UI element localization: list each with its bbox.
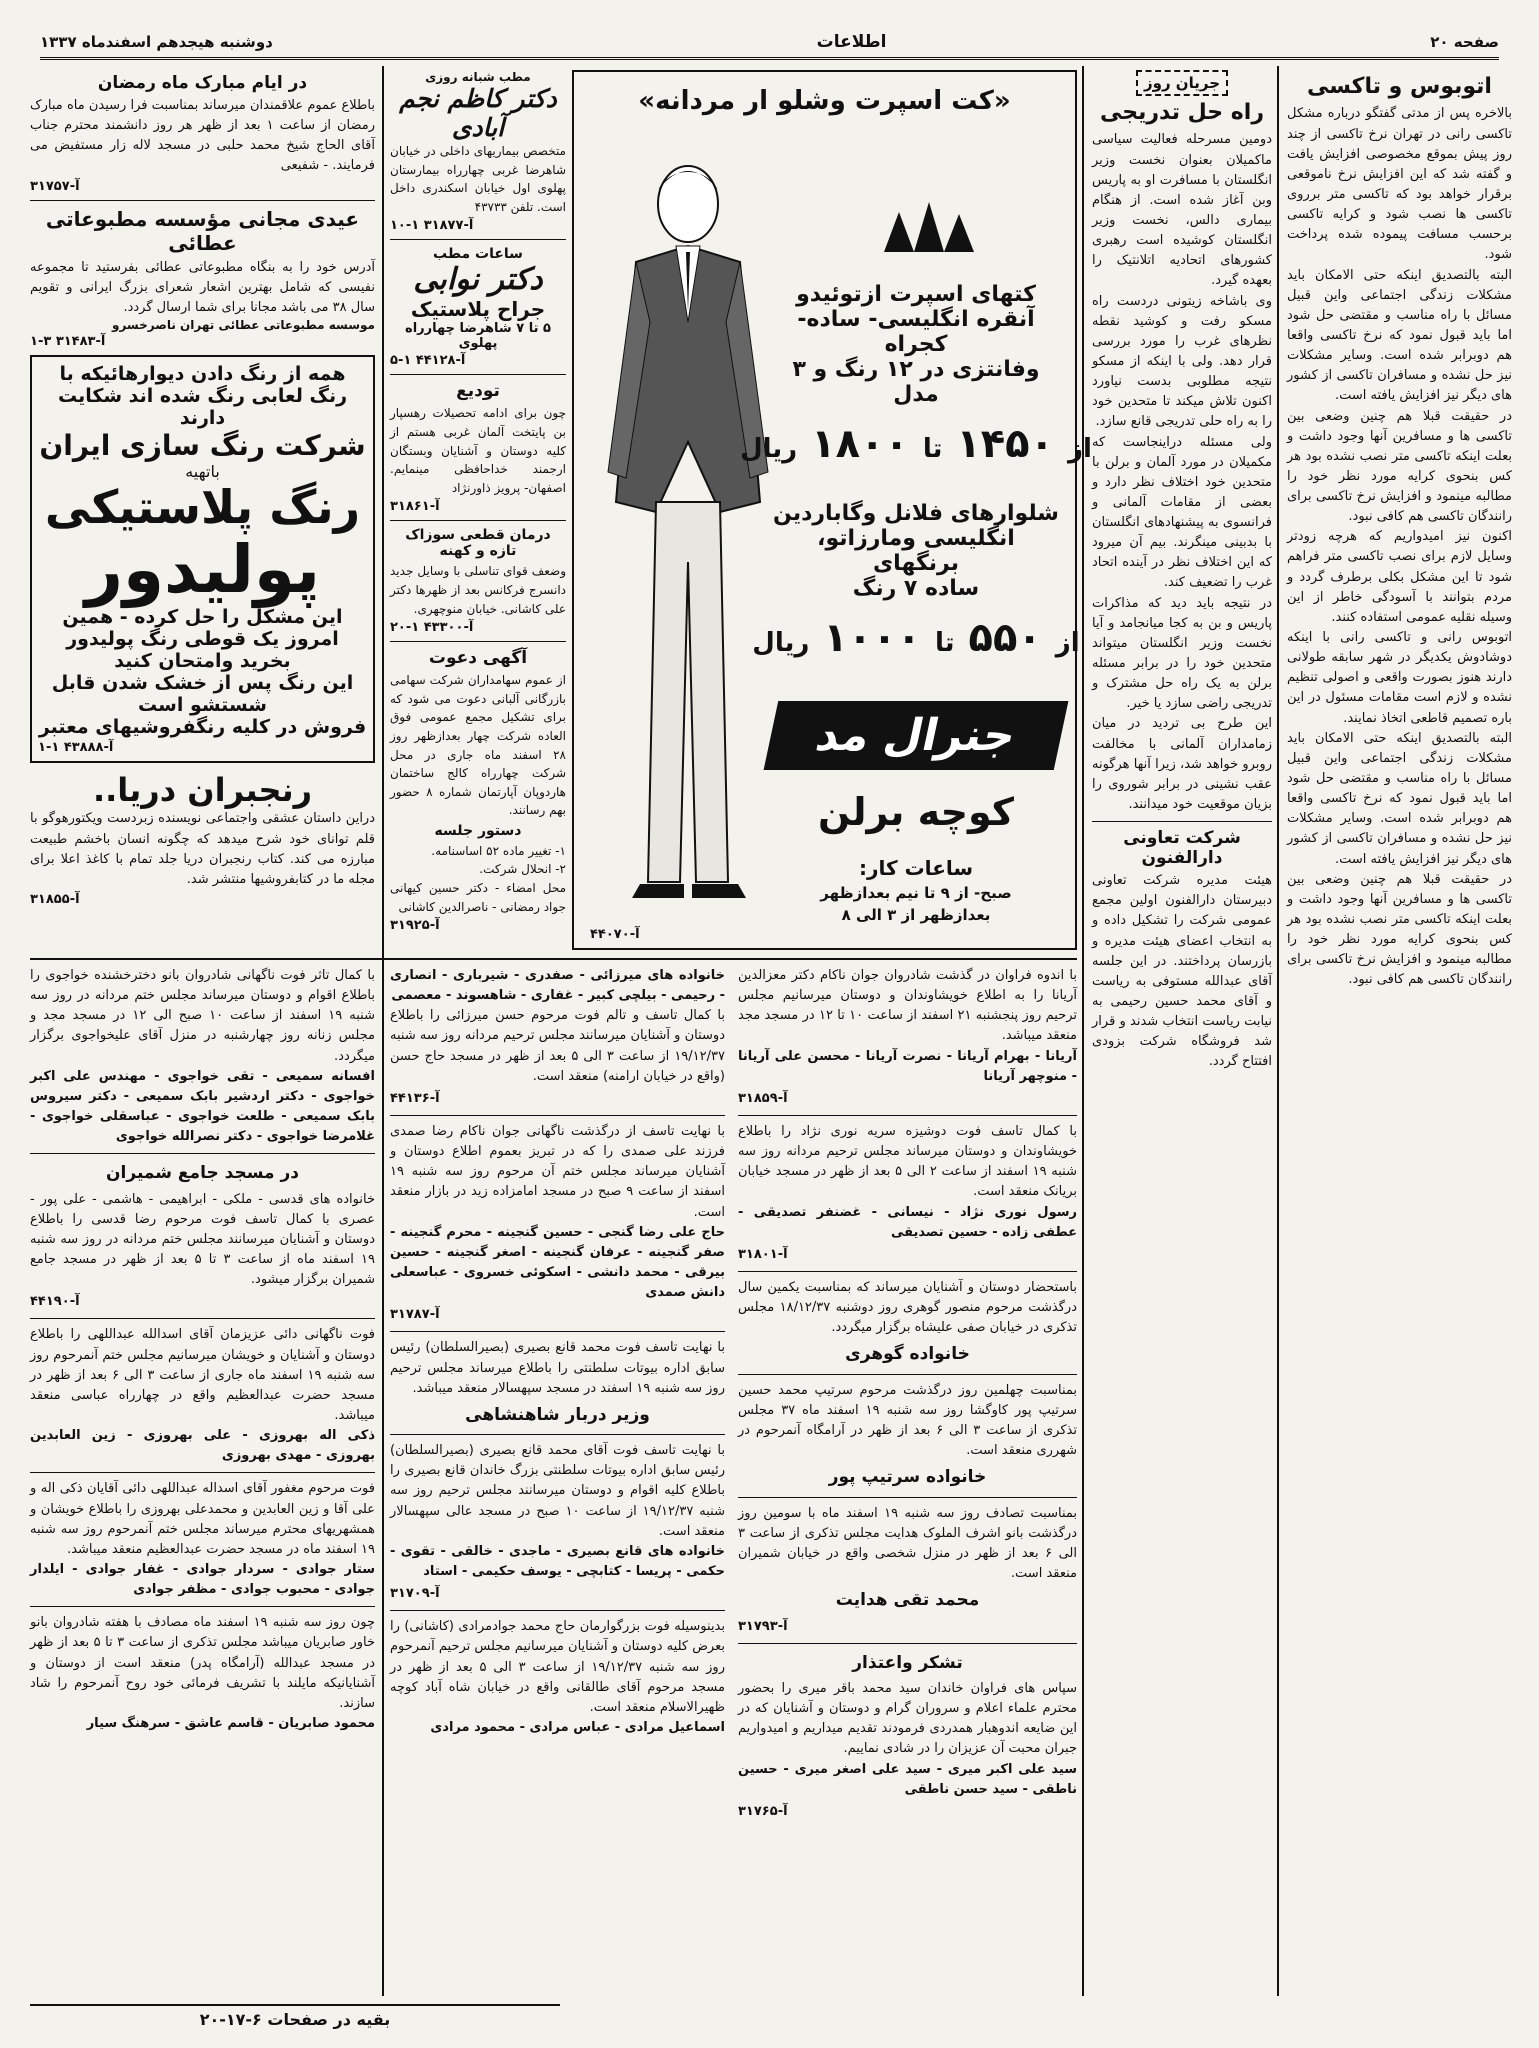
paint-prod: باتهیه (185, 461, 220, 481)
price-high: ۱۸۰۰ (811, 421, 909, 467)
ad-line: شلوارهای فلانل وگاباردین (773, 501, 1059, 526)
price-low: ۱۴۵۰ (956, 421, 1054, 467)
suit-advertisement (572, 70, 1092, 950)
agenda-title: دستور جلسه (434, 822, 522, 839)
article-text: این طرح بی تردید در میان زمامداران آلمانی با مخالفت روبرو خواهد شد، زیرا آنها هرگونه عقب نشینی در برابر شوروی را بزیان موقعیت خود میدانند. (1092, 716, 1272, 813)
obituary: با کمال تاثر فوت ناگهانی شادروان بانو دخترخشنده خواجوی را باطلاع اقوام و دوستان میرساند مجلس ختم مردانه در روز سه شنبه ۱۹ اسفند از ساعت ۱۰ صبح الی ۱۲ در مسجد مجد و مجلس زنانه روز چهارشنبه در منزل آقای علیخواجوی برگزار میگردد. افسانه سمیعی - تقی خواجوی - مهندس علی اکبر خواجوی - دکتر اردشیر بابک سمیعی - دکتر سیروس بابک سمیعی - طلعت خواجوی - عباسقلی خواجوی - غلامرضا خواجوی - دکتر نصرالله خواجوی (30, 968, 375, 1145)
ad-code: آ-۳۱۸۵۵ (30, 892, 80, 908)
thanks-notice: تشکر واعتذار سپاس های فراوان خاندان سید محمد باقر میری را بحضور محترم علماء اعلام و سروران گرام و دوستان و آشنایان که در این ضایعه اندوهبار همدردی فرمودند تقدیم میداریم و امیدواریم جبران محبت آن عزیزان را در شادی نماییم. سید علی اکبر میری - سید علی اصغر میری - حسین ناطقی - سید حسن ناطقی آ-۳۱۷۶۵ (738, 1652, 1077, 1819)
surgeon-address: ۵ تا ۷ شاهرضا چهارراه پهلوی (405, 321, 551, 352)
bus-taxi-text: بالاخره پس از مدتی گفتگو درباره مشکل تاکسی رانی در تهران نرخ تاکسی از چند روز پیش بموقع مخصوصی افزایش یافت و گفته شد که این افزایش نرخ ناموقعی برقرار خواهد بود که تاکسی متر برروی تاکسی ها نصب شود و کرایه تاکسی برحسب مسافت پیموده شده پرداخت شود. (1287, 106, 1512, 263)
trouser-price (752, 615, 1080, 661)
surgeon-label: ساعات مطب (433, 246, 523, 263)
paint-line: این رنگ پس از خشک شدن قابل (51, 672, 354, 695)
obituary: با نهایت تاسف فوت آقای محمد قانع بصیری (بصیرالسلطان) رئیس سابق اداره بیوتات سلطنتی بزرگ خاندان قانع بصیری را باطلاع کلیه اقوام و دوستان میرسانند مجلس ترحیم روز سه شنبه ۱۹/۱۲/۳۷ از ساعت ۱۰ صبح در مسجد عالی سپهسالار منعقد است. خانواده های قانع بصیری - ماجدی - خالقی - تقوی - حکمی - پریسا - کتابچی - یوسف حکیمی - استاد آ-۳۱۷۰۹ (390, 1443, 725, 1602)
gradual-solution-column (1092, 70, 1272, 1990)
paint-line: همه از رنگ دادن دیوارهائیکه با (59, 362, 346, 385)
book-title: رنجبران دریا.. (92, 771, 313, 810)
ad-code: آ-۴۳۸۸۸ ۱-۱ (38, 740, 114, 756)
page-header (40, 26, 1499, 60)
price-currency: ریال (752, 628, 810, 658)
ad-code: آ-۴۴۰۷۰ (590, 927, 640, 942)
paint-line: فروش در کلیه رنگفروشیهای معتبر (38, 716, 367, 739)
obituaries-column-c (738, 966, 1077, 1996)
ramadan-title: در ایام مبارک ماه رمضان (97, 73, 308, 93)
coop-title: شرکت تعاونی دارالفنون (1123, 828, 1241, 869)
obituaries-column-b (390, 966, 725, 1996)
coop-text: هیئت مدیره شرکت تعاونی دبیرستان دارالفنون اولین مجمع عمومی شرکت را تشکیل داده و به انتخاب اعضای هیئت مدیره و بازرسان پرداختند. در این جلسه آقای عبدالله مستوفی به ریاست و آقای محمد حسین رحیمی به نیابت ریاست انتخاب شدند و قرار شد فروشگاه شرکت بزودی افتتاح گردد. (1092, 873, 1272, 1070)
treatment-title: درمان قطعی سوزاک تازه و کهنه (405, 527, 551, 560)
daily-box-label: جریان روز (1136, 70, 1228, 96)
ramadan-text: باطلاع عموم علاقمندان میرساند بمناسبت فرا رسیدن ماه مبارک رمضان از ساعت ۱ بعد از ظهر هر روز دانشمند محترم جناب آقای الحاج شیخ محمد حلبی در مسجد لاله زار مستفیض می فرمایند. - شفیعی (30, 98, 375, 174)
clinic-text: متخصص بیماریهای داخلی در خیابان شاهرضا غربی چهارراه بیمارستان پهلوی اول خیابان اسکندری داخل است. تلفن ۴۳۷۳۳ (390, 144, 566, 214)
article-text: در نتیجه باید دید که مذاکرات پاریس و بن به کجا میانجامد و آیا نخست وزیر انگلستان میتواند متحدین خود را در برابر مسئله برلن به یک راه حل مشترک و تدریجی راضی سازد یا خیر. (1092, 595, 1272, 712)
bus-taxi-text: اتوبوس رانی و تاکسی رانی با اینکه دوشادوش یکدیگر در شهر سابقه طولانی دارند هنوز بصورت واقعی و اصولی تنظیم نشده و لازم است مقامات مسئول در این باره تصمیم قاطعی اتخاذ نمایند. (1287, 630, 1512, 726)
invite-title: آگهی دعوت (428, 648, 528, 669)
doctor-name: دکتر کاظم نجم آبادی (399, 84, 557, 142)
article-text: دومین مسرحله فعالیت سیاسی ماکمیلان بعنوان نخست وزیر انگلستان با مسافرت او به پاریس وبن آغاز شده است. از هنگام بیماری دالس، نخست وزیر انگلستان کوشیده است رهبری کشورهای اتحادیه اتلانتیک را بعهده گیرد. (1092, 132, 1272, 289)
agenda-item: ۲- انحلال شرکت. (479, 862, 566, 877)
bus-taxi-title: اتوبوس و تاکسی (1307, 74, 1492, 99)
ad-code: آ-۳۱۹۲۵ (390, 918, 440, 934)
man-in-suit-illustration (588, 142, 788, 922)
left-ads-column (30, 70, 375, 990)
ad-code: آ-۳۱۸۷۷ ۱-۱۰ (390, 218, 474, 234)
small-ads-column (390, 70, 566, 950)
paint-line: دارند (179, 406, 226, 429)
obituary: با نهایت تاسف فوت محمد قانع بصیری (بصیرالسلطان) رئیس سابق اداره بیوتات سلطنتی را باطلاع میرساند مجلس ترحیم روز سه شنبه ۱۹ اسفند در مسجد سپهسالار منعقد میباشد. وزیر دربار شاهنشاهی (390, 1340, 725, 1425)
agenda-item: ۱- تغییر ماده ۵۲ اساسنامه. (431, 843, 566, 858)
clinic-label: مطب شبانه روزی (425, 70, 531, 84)
obituary: فوت مرحوم مغفور آقای اسداله عبداللهی دائی آقایان ذکی اله و علی آقا و زین العابدین و محمدعلی بهروزی را باطلاع خویشان و همشهریهای محترم میرساند مجلس ختم آنمرحوم روز سه شنبه ۱۹ اسفند ماه در مسجد حضرت عبدالعظیم منعقد میباشد. ستار جوادی - سردار جوادی - غفار جوادی - ایلدار جوادی - محبوب جوادی - مظفر جوادی (30, 1481, 375, 1598)
ad-line: انگلیسی ومارزاتو، برنگهای (817, 526, 1015, 576)
brand-logo: جنرال مد (764, 701, 1069, 770)
paint-advertisement (30, 355, 375, 763)
price-from: از (1055, 628, 1080, 658)
section-rule (30, 958, 1077, 960)
price-low: ۵۵۰ (968, 615, 1042, 661)
price-from: از (1068, 434, 1092, 464)
treatment-text: وضعف قوای تناسلی با وسایل جدید دانسرج فرکانس بعد از ظهرها دکتر علی کاشانی. خیابان منوچهری. (390, 564, 566, 616)
column-rule (1277, 66, 1279, 1996)
ad-code: آ-۴۳۳۰۰ ۱-۲۰ (390, 620, 474, 636)
jacket-price (740, 421, 1092, 467)
page-number: صفحه ۲۰ (1430, 32, 1499, 51)
obituaries-column-a (30, 966, 375, 1996)
ad-code: آ-۴۴۱۲۸ ۱-۵ (390, 353, 466, 369)
gift-address: موسسه مطبوعاتی عطائی تهران ناصرخسرو (112, 317, 375, 332)
obituary: بمناسبت تصادف روز سه شنبه ۱۹ اسفند ماه با سومین روز درگذشت بانو اشرف الملوک هدایت مجلس تذکری از ساعت ۳ الی ۶ بعد از ظهر در منزل شخصی واقع در خیابان شمیران منعقد است. محمد تقی هدایت آ-۳۱۷۹۳ (738, 1505, 1078, 1634)
obituary: بمناسبت چهلمین روز درگذشت مرحوم سرتیپ محمد حسین سرتیپ پور کاوگشا روز سه شنبه ۱۹ اسفند ماه ۳۷ مجلس تذکری از ساعت ۳ الی ۶ بعد از ظهر در آرامگاه آنمرحوم در شهرری منعقد است. خانواده سرتیپ پور (738, 1382, 1077, 1488)
store-street: کوچه برلن (818, 790, 1014, 834)
ad-code: آ-۳۱۸۶۱ (390, 499, 440, 515)
suit-ad-copy (740, 282, 1092, 927)
article-text: وی باشاخه زیتونی دردست راه مسکو رفت و کوشید نقطه نظرهای غرب را مورد بررسی قرار دهد. ولی با اینکه از مسکو نتیجه مطلوبی بدست نیاورد اکنون تلاش میکند تا متحدین خود را به راه حلی تدریجی قانع سازد. (1092, 293, 1272, 430)
surgeon-name: دکتر نوابی (413, 262, 543, 298)
obituary: چون روز سه شنبه ۱۹ اسفند ماه مصادف با هفته شادروان بانو خاور صابریان میباشد مجلس تذکری از ساعت ۳ تا ۵ بعد از ظهر در مسجد عبدالله (آرامگاه پدر) منعقد است از دوستان و آشنایانیکه مایلند با تشریف فرمائی خود روح آنمرحوم را شاد سازند. محمود صابریان - قاسم عاشق - سرهنگ سیار (30, 1615, 376, 1731)
bus-taxi-column (1287, 70, 1512, 1990)
bus-taxi-text: اکنون نیز امیدواریم که هرچه زودتر وسایل لازم برای نصب تاکسی متر فراهم شود تا این مشکل بکلی برطرف گردد و مردم بتوانند با آسودگی خاطر از این وسیله نقلیه عمومی استفاده کنند. (1287, 529, 1512, 625)
opening-hours (771, 854, 1061, 927)
price-to: تا (935, 628, 955, 658)
ad-line: وفانتزی در ۱۲ رنگ و ۳ مدل (792, 357, 1040, 407)
hours-line: صبح- از ۹ تا نیم بعدازظهر (820, 884, 1012, 902)
price-to: تا (922, 434, 943, 464)
paint-line: شستشو است (138, 694, 267, 717)
obituary: باستحضار دوستان و آشنایان میرساند که بمناسبت یکمین سال درگذشت مرحوم منصور گوهری روز دوشنبه ۱۸/۱۲/۳۷ مجلس تذکری در خیابان صفی علیشاه برگزار میگردد. خانواده گوهری (738, 1279, 1077, 1365)
column-rule (1082, 66, 1084, 1996)
ad-line: کتهای اسپرت ازتوئیدو (796, 282, 1036, 307)
ad-code: آ-۳۱۷۵۷ (30, 178, 80, 194)
continued-note: بقیه در صفحات ۶-۱۷-۲۰ (30, 2004, 560, 2029)
price-currency: ریال (740, 434, 798, 464)
ad-code: آ-۳۱۴۸۳ ۳-۱ (30, 333, 106, 349)
newspaper-name: اطلاعات (816, 31, 887, 52)
obituary: با نهایت تاسف از درگذشت ناگهانی جوان ناکام رضا صمدی فرزند علی صمدی را که در تبریز بعموم اطلاع دوستان و آشنایان میرساند مجلس ختم آن مرحوم روز سه شنبه ۱۹ اسفند از ساعت ۹ صبح در مسجد امامزاده زید در بازار منعقد است. حاج علی رضا گنجی - حسین گنجینه - محرم گنجینه - صفر گنجینه - عرفان گنجینه - اصغر گنجینه - حسین بیرقی - محمد دانشی - اسکوئی خسروی - عباسعلی دانش صمدی آ-۳۱۷۸۷ (390, 1123, 725, 1323)
issue-date: دوشنبه هیجدهم اسفندماه ۱۳۳۷ (40, 32, 273, 51)
bus-taxi-text: در حقیقت قبلا هم چنین وضعی بین تاکسی ها و مسافرین آنها وجود داشت و بعلت اینکه تاکسی متر نصب نشده بود هر کس بنحوی کرایه مورد نظر خود را مطالبه مینمود و افزایش نرخ تاکسی برای رانندگان تاکسی هم کافی نبود. (1287, 408, 1512, 525)
paint-line: امروز یک قوطی رنگ پولیدور (66, 628, 339, 651)
gift-title: عیدی مجانی مؤسسه مطبوعاتی عطائی (45, 206, 360, 255)
article-text: ولی مسئله دراینجاست که مکمیلان در مورد آلمان و برلن با متحدین خود اختلاف نظر دارد و بعضی از مقامات آلمانی و فرانسوی به پیشنهادهای انگلستان با بدبینی مینگرند. بیم آن میرود که این اختلاف نظر در آینده اتحاد غرب را تضعیف کند. (1092, 434, 1272, 591)
hours-line: بعدازظهر از ۳ الی ۸ (841, 905, 991, 924)
paint-line: این مشکل را حل کرده - همین (62, 606, 343, 629)
agenda-signature: محل امضاء - دکتر حسین کیهانی جواد رمضانی - ناصرالدین کاشانی (390, 881, 566, 914)
obituary: خانواده های میرزائی - صفدری - شیرباری - انصاری - رحیمی - بیلچی کبیر - غفاری - شاهسوند - معصمی با کمال تاسف و تالم فوت مرحوم حسن میرزائی را باطلاع دوستان و آشنایان میرسانند مجلس ترحیم مردانه روز سه شنبه ۱۹/۱۲/۳۷ از ساعت ۳ الی ۵ بعد از ظهر در مسجد حاج حسن (واقع در خیابان ارامنه) منعقد است. آ-۴۴۱۳۶ (390, 968, 725, 1106)
surgeon-title: جراح پلاستیک (410, 297, 546, 322)
obituary: با کمال تاسف فوت دوشیزه سریه نوری نژاد را باطلاع خویشاوندان و دوستان میرساند مجلس ترحیم مردانه روز سه شنبه ۱۹ اسفند از ساعت ۲ الی ۵ بعد از ظهر در مسجد خیابان بریانک منعقد است. رسول نوری نژاد - نیسانی - غضنفر تصدیقی - عطفی زاده - حسین تصدیقی آ-۳۱۸۰۱ (738, 1123, 1077, 1262)
obituary: فوت ناگهانی دائی عزیزمان آقای اسدالله عبداللهی را باطلاع دوستان و آشنایان و خویشان میرسانیم مجلس ختم آنمرحوم روز سه شنبه ۱۹ اسفند ماه جاری از ساعت ۳ الی ۶ بعد از ظهر در مسجد حضرت عبدالعظیم واقع در چهارراه عباسی منعقد میباشد. ذکی اله بهروزی - علی بهروزی - زین العابدین بهروزی - مهدی بهروزی (30, 1327, 375, 1464)
ad-line: آنقره انگلیسی- ساده- کجراه (797, 307, 1035, 357)
fabric-icons (874, 192, 974, 262)
invite-text: از عموم سهامداران شرکت سهامی بازرگانی آلبانی دعوت می شود که برای تشکیل مجمع عمومی فوق العاده شرکت چهار بعدازظهر روز ۲۸ اسفند ماه جاری در محل شرکت چهارراه کالج ساختمان هاردوپان آپارتمان شماره ۸ حضور بهم رسانند. (390, 673, 566, 818)
bus-taxi-text: در حقیقت قبلا هم چنین وضعی بین تاکسی ها و مسافرین آنها وجود داشت و بعلت اینکه تاکسی متر نصب نشده بود هر کس بنحوی کرایه مورد نظر خود را مطالبه مینمود و افزایش نرخ تاکسی برای رانندگان تاکسی هم کافی نبود. (1287, 871, 1512, 988)
suit-ad-headline: «کت اسپرت وشلو ار مردانه» (638, 86, 1011, 116)
paint-line: بخرید وامتحان کنید (114, 650, 291, 673)
obituary: بدینوسیله فوت بزرگوارمان حاج محمد جوادمرادی (کاشانی) را بعرض کلیه دوستان و آشنایان میرسانیم مجلس ترحیم آنمرحوم روز سه شنبه ۱۹/۱۲/۳۷ از ساعت ۳ الی ۵ بعد از ظهر در مسجد مرحوم آقای طالقانی واقع در خیابان شاه آباد کوچه ظهیرالاسلام منعقد است. اسماعیل مرادی - عباس مرادی - محمود مرادی (390, 1619, 725, 1735)
column-rule (382, 66, 384, 1996)
book-text: دراین داستان عشقی واجتماعی نویسنده زبردست ویکتورهوگو با قلم توانای خود شرح میدهد که چگونه انسان باخشم طبیعت مبارزه می کند. کتاب رنجبران دریا جلد تمام با کاغذ اعلا برای مجله ما در کتابفروشیها منتشر شد. (30, 811, 375, 887)
hours-title: ساعات کار: (858, 856, 974, 880)
bus-taxi-text: البته بالتصدیق اینکه حتی الامکان باید مشکلات زندگی اجتماعی واین قبیل مسائل با راه مناسب و مقتضی حل شود اما باید قبول نمود که نرخ تاکسی واقعا هم دوبرابر شده است. وسایر مشکلات نیز حل نشده و مسافران تاکسی از کشور های دیگر نیز افزایش یافته است. (1287, 730, 1512, 867)
gift-text: آدرس خود را به بنگاه مطبوعاتی عطائی بفرستید تا مجموعه نفیسی که شامل بهترین اشعار شعرای بزرگ ایرانی و تقویم سال ۳۸ می باشد مجانا برای شما ارسال گردد. (30, 259, 375, 315)
paint-brand: پولیدور (84, 530, 321, 608)
gradual-solution-title: راه حل تدریجی (1099, 100, 1264, 125)
ad-line: ساده ۷ رنگ (852, 576, 980, 601)
paint-product: رنگ پلاستیکی (44, 479, 361, 534)
bus-taxi-text: البته بالتصدیق اینکه حتی الامکان باید مشکلات زندگی اجتماعی واین قبیل مسائل با راه مناسب و مقتضی حل شود اما باید قبول نمود که نرخ تاکسی واقعا هم دوبرابر شده است. وسایر مشکلات نیز حل نشده و مسافران تاکسی از کشور های دیگر نیز افزایش یافته است. (1287, 267, 1512, 404)
price-high: ۱۰۰۰ (823, 615, 922, 661)
farewell-title: تودیع (456, 381, 500, 402)
paint-company: شرکت رنگ سازی ایران (39, 428, 366, 462)
obituary: با اندوه فراوان در گذشت شادروان جوان ناکام دکتر معزالدین آریانا را به اطلاع خویشاوندان و دوستان میرسانیم مجلس ترحیم روز پنجشنبه ۲۱ اسفند از ساعت ۱۰ تا ۱۲ در مسجد مجد منعقد میباشد. آریانا - بهرام آریانا - نصرت آریانا - محسن علی آریانا - منوچهر آریانا آ-۳۱۸۵۹ (738, 968, 1078, 1106)
farewell-text: چون برای ادامه تحصیلات رهسپار بن پایتخت آلمان غربی هستم از کلیه دوستان و آشنایان وبستگان ارجمند خداحافظی مینمایم. اصفهان- پرویز ذاورنژاد (390, 406, 566, 495)
obituary: در مسجد جامع شمیران خانواده های قدسی - ملکی - ابراهیمی - هاشمی - علی پور - عصری با کمال تاسف فوت مرحوم رضا قدسی را باطلاع دوستان و آشنایان میرسانند مجلس ختم مردانه در روز سه شنبه ۱۹ اسفند ماه از ساعت ۳ تا ۵ بعد از ظهر در مسجد جامع شمیران برگزار میشود. آ-۴۴۱۹۰ (30, 1163, 375, 1310)
paint-line: رنگ لعابی رنگ شده اند شکایت (57, 384, 348, 407)
